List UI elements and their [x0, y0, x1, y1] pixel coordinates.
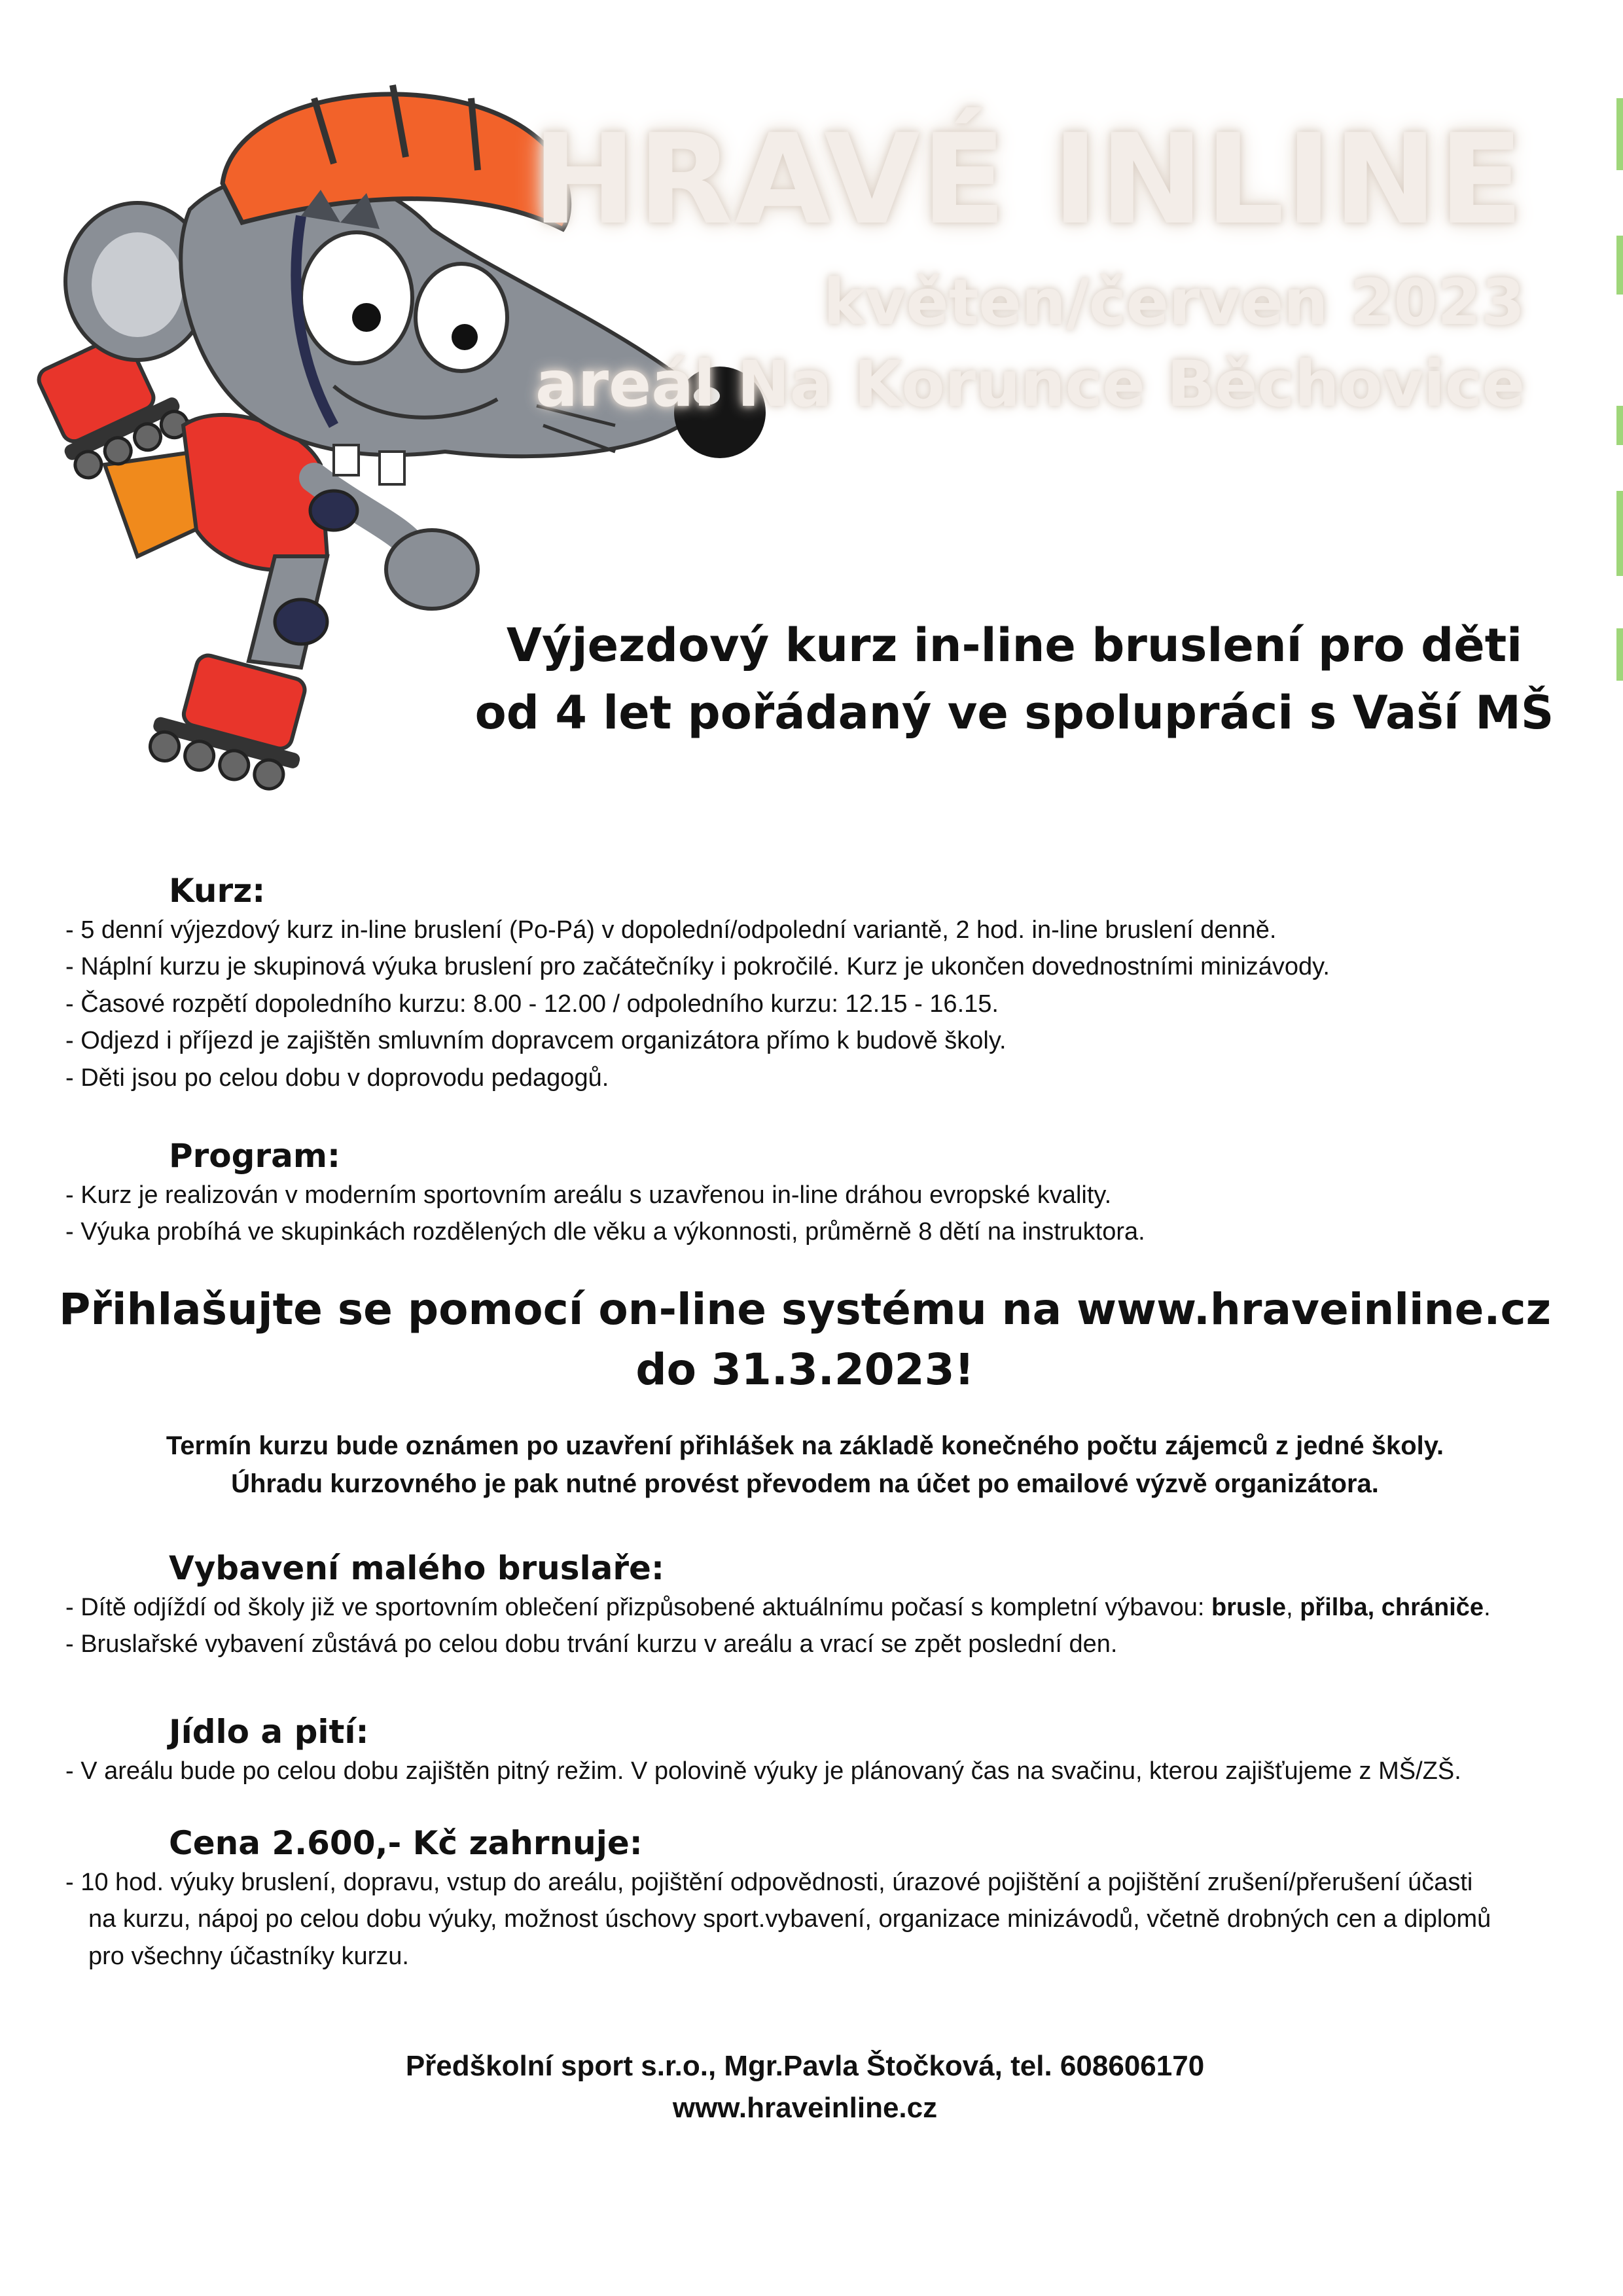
section-title: Program: [169, 1137, 340, 1175]
hero-title: HRAVÉ INLINE [532, 107, 1525, 252]
edge-mark [1616, 628, 1623, 681]
footer-contact [52, 2045, 1558, 2129]
list-item: - 10 hod. výuky bruslení, dopravu, vstup do areálu, pojištění odpovědnosti, úrazové pojištění a pojištění zrušení/přerušení účasti [65, 1868, 1473, 1896]
registration-callout [52, 1280, 1558, 1401]
registration-deadline: do 31.3.2023! [635, 1344, 974, 1395]
hero-header [532, 107, 1525, 425]
section-program [65, 1136, 1571, 1251]
section-title: Kurz: [169, 872, 266, 910]
list-item: - V areálu bude po celou dobu zajištěn pitný režim. V polovině výuky je plánovaný čas na svačinu, kterou zajišťujeme z MŠ/ZŠ. [65, 1757, 1461, 1785]
course-headline [458, 612, 1571, 747]
section-equipment [65, 1548, 1571, 1663]
section-price [65, 1823, 1571, 1975]
list-item [65, 1589, 1571, 1626]
hero-date: květen/červen 2023 [823, 266, 1525, 339]
headline-line-2: od 4 let pořádaný ve spolupráci s Vaší MŠ [474, 685, 1554, 740]
edge-mark [1616, 236, 1623, 295]
section-food [65, 1712, 1571, 1789]
payment-note [52, 1427, 1558, 1503]
separator: , [1286, 1593, 1300, 1621]
hero-venue: areál Na Korunce Běchovice [535, 347, 1525, 421]
list-item: - Děti jsou po celou dobu v doprovodu pedagogů. [65, 1064, 609, 1092]
edge-mark [1616, 406, 1623, 445]
footer-organizer: Předškolní sport s.r.o., Mgr.Pavla Štočková, tel. 608606170 [405, 2050, 1205, 2082]
edge-mark [1616, 491, 1623, 576]
period: . [1484, 1593, 1491, 1621]
equipment-helmet-pads: přilba, chrániče [1300, 1593, 1484, 1621]
registration-line-1: Přihlašujte se pomocí on-line systému na www.hraveinline.cz [59, 1284, 1551, 1335]
section-title: Vybavení malého bruslaře: [169, 1549, 664, 1587]
note-line-2: Úhradu kurzovného je pak nutné provést převodem na účet po emailové výzvě organizátora. [231, 1469, 1379, 1498]
equipment-skates: brusle [1211, 1593, 1287, 1621]
list-item-continuation: na kurzu, nápoj po celou dobu výuky, možnost úschovy sport.vybavení, organizace minizávodů, včetně drobných cen a diplomů [88, 1905, 1491, 1933]
footer-website-link[interactable]: www.hraveinline.cz [672, 2091, 938, 2124]
list-item: - Bruslařské vybavení zůstává po celou dobu trvání kurzu v areálu a vrací se zpět poslední den. [65, 1630, 1118, 1659]
list-item: - Náplní kurzu je skupinová výuka bruslení pro začátečníky i pokročilé. Kurz je ukončen dovednostními minizávody. [65, 953, 1330, 981]
section-title: Cena 2.600,- Kč zahrnuje: [169, 1824, 643, 1862]
equipment-text: - Dítě odjíždí od školy již ve sportovním oblečení přizpůsobené aktuálnímu počasí s kompletní výbavou: [65, 1593, 1212, 1621]
section-kurz [65, 870, 1571, 1097]
note-line-1: Termín kurzu bude oznámen po uzavření přihlášek na základě konečného počtu zájemců z jedné školy. [166, 1431, 1444, 1460]
headline-line-1: Výjezdový kurz in-line bruslení pro děti [506, 619, 1523, 672]
list-item: - 5 denní výjezdový kurz in-line bruslení (Po-Pá) v dopolední/odpolední variantě, 2 hod. in-line bruslení denně. [65, 916, 1277, 944]
list-item: - Časové rozpětí dopoledního kurzu: 8.00 - 12.00 / odpoledního kurzu: 12.15 - 16.15. [65, 990, 999, 1018]
list-item: - Odjezd i příjezd je zajištěn smluvním dopravcem organizátora přímo k budově školy. [65, 1027, 1007, 1055]
list-item-continuation: pro všechny účastníky kurzu. [88, 1942, 409, 1970]
section-title: Jídlo a pití: [169, 1713, 369, 1751]
edge-mark [1616, 98, 1623, 170]
list-item: - Kurz je realizován v moderním sportovním areálu s uzavřenou in-line dráhou evropské kvality. [65, 1181, 1112, 1209]
list-item: - Výuka probíhá ve skupinkách rozdělených dle věku a výkonnosti, průměrně 8 dětí na instruktora. [65, 1218, 1145, 1246]
